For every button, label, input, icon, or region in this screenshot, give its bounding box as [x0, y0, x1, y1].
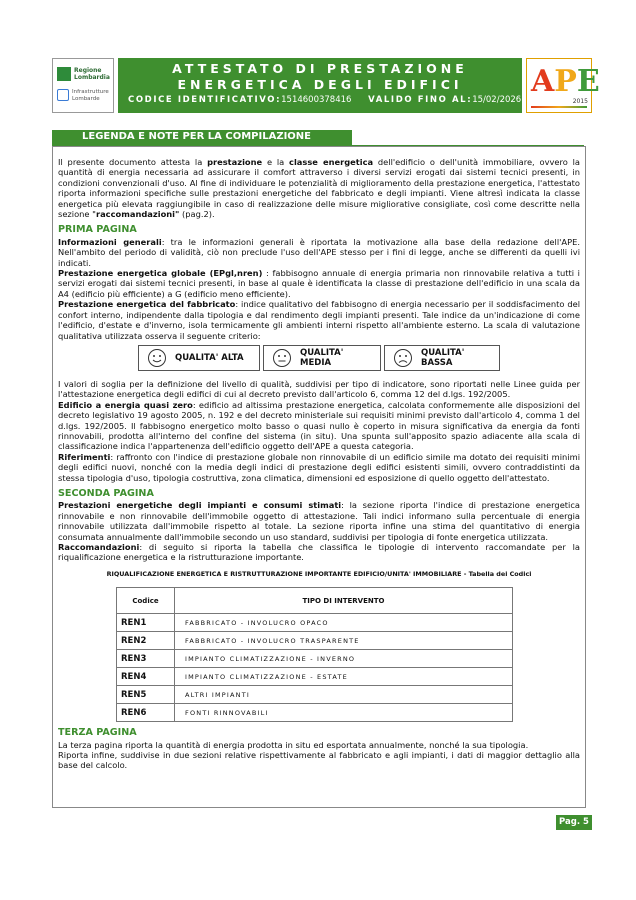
- legend-title: LEGENDA E NOTE PER LA COMPILAZIONE: [82, 131, 312, 142]
- code-cell: REN1: [117, 614, 175, 632]
- title-line-1: ATTESTATO DI PRESTAZIONE: [172, 61, 468, 76]
- codice-value: 1514600378416: [281, 95, 352, 105]
- content-body: [58, 157, 580, 771]
- quality-high-box: [138, 345, 260, 371]
- quality-low-label: QUALITA' BASSA: [421, 347, 465, 368]
- type-cell: IMPIANTO CLIMATIZZAZIONE - INVERNO: [175, 650, 513, 668]
- code-cell: REN4: [117, 668, 175, 686]
- ape-logo-p: P: [554, 64, 577, 99]
- quality-low-box: [384, 345, 500, 371]
- table-header-row: [117, 588, 513, 614]
- happy-face-icon: [147, 348, 167, 368]
- title-band: [118, 58, 522, 113]
- intro-paragraph: [58, 157, 580, 219]
- terza-pagina-heading: TERZA PAGINA: [58, 727, 137, 739]
- type-cell: FABBRICATO - INVOLUCRO OPACO: [175, 614, 513, 632]
- prima-p1-text: : tra le informazioni generali è riportata la motivazione alla base della redazione dell'APE. Nell'ambito del periodo di validità, ciò non preclude l'uso dell'APE stesso per i fini di legge, anche se differenti da quelli ivi indicati.: [58, 236, 580, 268]
- region-emblem-icon: [57, 67, 71, 81]
- prima-p6: [58, 452, 580, 483]
- seconda-pagina-heading: SECONDA PAGINA: [58, 487, 154, 499]
- quality-medium-box: [263, 345, 381, 371]
- region-logo-line2: Lombardia: [74, 74, 110, 81]
- codice-label: CODICE IDENTIFICATIVO:: [128, 95, 282, 105]
- intro-bold-3: raccomandazioni": [95, 209, 180, 220]
- sad-face-icon: [393, 348, 413, 368]
- quality-scale: [138, 345, 580, 371]
- quality-high-label: QUALITA' ALTA: [175, 352, 244, 363]
- intro-bold-1: prestazione: [207, 157, 263, 167]
- prima-p6-text: : raffronto con l'indice di prestazione globale non rinnovabile di un edificio simile ma dotato dei requisiti minimi degli edifici nuovi, nonché con la media degli indici di prestazione degli edifici esistenti simili, ovvero contraddistinti da stessa tipologia d'uso, tipologia costruttiva, zona climatica, dimensioni ed esposizione di quello oggetto dell'attestato.: [58, 451, 580, 483]
- table-row: [117, 614, 513, 632]
- intro-text-4: (pag.2).: [179, 209, 215, 220]
- quality-medium-label: QUALITA' MEDIA: [300, 347, 344, 368]
- regione-lombardia-logo: [57, 65, 113, 85]
- prima-p1: [58, 237, 580, 268]
- terza-p2: Riporta infine, suddivise in due sezioni relative rispettivamente al fabbricato e agli impianti, i dati di maggior dettaglio alla base del calcolo.: [58, 750, 580, 771]
- code-cell: REN5: [117, 686, 175, 704]
- region-logo: [52, 58, 114, 113]
- infrastrutture-icon: [57, 89, 69, 101]
- table-row: [117, 650, 513, 668]
- prima-p3-bold: Prestazione energetica del fabbricato: [58, 299, 236, 310]
- table-header-type: TIPO DI INTERVENTO: [175, 588, 513, 614]
- prima-p4: [58, 379, 580, 400]
- region-logo-line1: Regione: [74, 67, 102, 74]
- seconda-p2-bold: Raccomandazioni: [58, 542, 140, 552]
- type-cell: ALTRI IMPIANTI: [175, 686, 513, 704]
- table-row: [117, 632, 513, 650]
- valido-label: VALIDO FINO AL:: [368, 95, 473, 105]
- prima-p2: [58, 268, 580, 299]
- prima-p1-bold: Informazioni generali: [58, 236, 162, 247]
- infrastrutture-lombarde-logo: [57, 87, 113, 107]
- table-caption: RIQUALIFICAZIONE ENERGETICA E RISTRUTTURAZIONE IMPORTANTE EDIFICIO/UNITA' IMMOBILIARE - Tabella dei Codici: [106, 569, 532, 578]
- prima-p2-text: : fabbisogno annuale di energia primaria non rinnovabile relativa a tutti i servizi erogati dai sistemi tecnici presenti, in base al quale è identificata la classe di prestazione dell'edificio in una scala da A4 (edificio più efficiente) a G (edificio meno efficiente).: [58, 268, 580, 299]
- type-cell: IMPIANTO CLIMATIZZAZIONE - ESTATE: [175, 668, 513, 686]
- neutral-face-icon: [272, 348, 292, 368]
- table-row: [117, 668, 513, 686]
- code-cell: REN2: [117, 632, 175, 650]
- prima-p3-text: : indice qualitativo del fabbisogno di energia necessario per il soddisfacimento del confort interno, indipendente dalla tipologia e dal rendimento degli impianti presenti. Tale indice da un'indicazione di come l'edificio, d'estate e d'inverno, isola termicamente gli ambienti interni rispetto all'ambiente esterno. La scala di valutazione qualitativa utilizzata osserva il seguente criterio:: [58, 299, 581, 341]
- prima-pagina-heading: PRIMA PAGINA: [58, 224, 137, 236]
- inf-logo-line2: Lombarde: [72, 96, 100, 102]
- prima-p5-text: : edificio ad altissima prestazione energetica, calcolata conformemente alle disposizioni del decreto legislativo 19 agosto 2005, n. 192 e del decreto ministeriale sui requisiti minimi previsto dall'articolo 4, comma 1 del d.lgs. 192/2005. Il fabbisogno energetico molto basso o quasi nullo è coperto in misura significativa da energia da fonti rinnovabili, prodotta all'interno del confine del sistema (in situ). Una spunta sull'apposito spazio adiacente alla scala di classificazione indica l'appartenenza dell'edificio oggetto dell'APE a questa categoria.: [58, 399, 581, 452]
- seconda-p1-text: : la sezione riporta l'indice di prestazione energetica rinnovabile e non rinnovabile dell'immobile oggetto di attestazione. Tali indici informano sulla percentuale di energia rinnovabile utilizzata dall'immobile rispetto al totale. La sezione riporta infine una stima del quantitativo di energia consumata annualmente dall'immobile secondo un uso standard, suddivisi per tipologia di fonte energetica utilizzata.: [58, 500, 580, 542]
- page-number: Pag. 5: [556, 815, 592, 830]
- inf-logo-line1: Infrastrutture: [72, 89, 109, 95]
- table-header-code: Codice: [117, 588, 175, 614]
- page-header: [52, 58, 600, 113]
- prima-p4-text: I valori di soglia per la definizione del livello di qualità, suddivisi per tipo di indicatore, sono riportati nelle Linee guida per l'attestazione energetica degli edifici di cui al decreto previsto dall'articolo 6, comma 12 del d.lgs. 192/2005.: [58, 378, 580, 400]
- intro-text-2: e la: [262, 157, 290, 167]
- intro-text-3: dell'edificio o dell'unità immobiliare, ovvero la quantità di energia necessaria ad assicurare il comfort attraverso i diversi servizi erogati dai sistemi tecnici presenti, in condizioni convenzionali d'uso. Al fine di individuare le potenzialità di miglioramento della prestazione energetica, l'attestato riporta informazioni specifiche sulle prestazioni energetiche del fabbricato e degli impianti. Viene altresì indicata la classe energetica più elevata raggiungibile in caso di realizzazione delle misure migliorative consigliate, così come descritte nella sezione ": [58, 157, 580, 220]
- type-cell: FONTI RINNOVABILI: [175, 704, 513, 722]
- codice-row: [128, 95, 522, 105]
- legend-band: [52, 130, 352, 146]
- code-cell: REN6: [117, 704, 175, 722]
- code-cell: REN3: [117, 650, 175, 668]
- prima-p3: [58, 299, 580, 341]
- title-line-2: ENERGETICA DEGLI EDIFICI: [177, 77, 463, 92]
- valido-value: 15/02/2026: [472, 95, 522, 105]
- table-row: [117, 686, 513, 704]
- prima-p2-bold: Prestazione energetica globale (EPgl,nren): [58, 268, 263, 279]
- prima-p6-bold: Riferimenti: [58, 451, 111, 462]
- ape-logo-e: E: [576, 64, 600, 99]
- seconda-p1-bold: Prestazioni energetiche degli impianti e consumi stimati: [58, 500, 342, 511]
- seconda-p1: [58, 500, 580, 542]
- ape-logo-year: 2015: [572, 98, 588, 105]
- seconda-p2: [58, 542, 580, 563]
- table-row: [117, 704, 513, 722]
- seconda-p2-text: : di seguito si riporta la tabella che classifica le tipologie di intervento raccomandate per la riqualificazione energetica e la ristrutturazione importante.: [58, 542, 580, 563]
- intro-bold-2: classe energetica: [289, 157, 374, 167]
- prima-p5: [58, 400, 580, 452]
- prima-p5-bold: Edificio a energia quasi zero: [58, 399, 193, 410]
- type-cell: FABBRICATO - INVOLUCRO TRASPARENTE: [175, 632, 513, 650]
- ape-logo: [526, 58, 600, 113]
- terza-p1: La terza pagina riporta la quantità di energia prodotta in situ ed esportata annualmente, nonché la sua tipologia.: [58, 739, 529, 750]
- ape-logo-a: A: [531, 64, 555, 99]
- codes-table: [116, 587, 513, 722]
- ape-logo-bar: [531, 106, 587, 108]
- intro-text-1: Il presente documento attesta la: [58, 157, 208, 167]
